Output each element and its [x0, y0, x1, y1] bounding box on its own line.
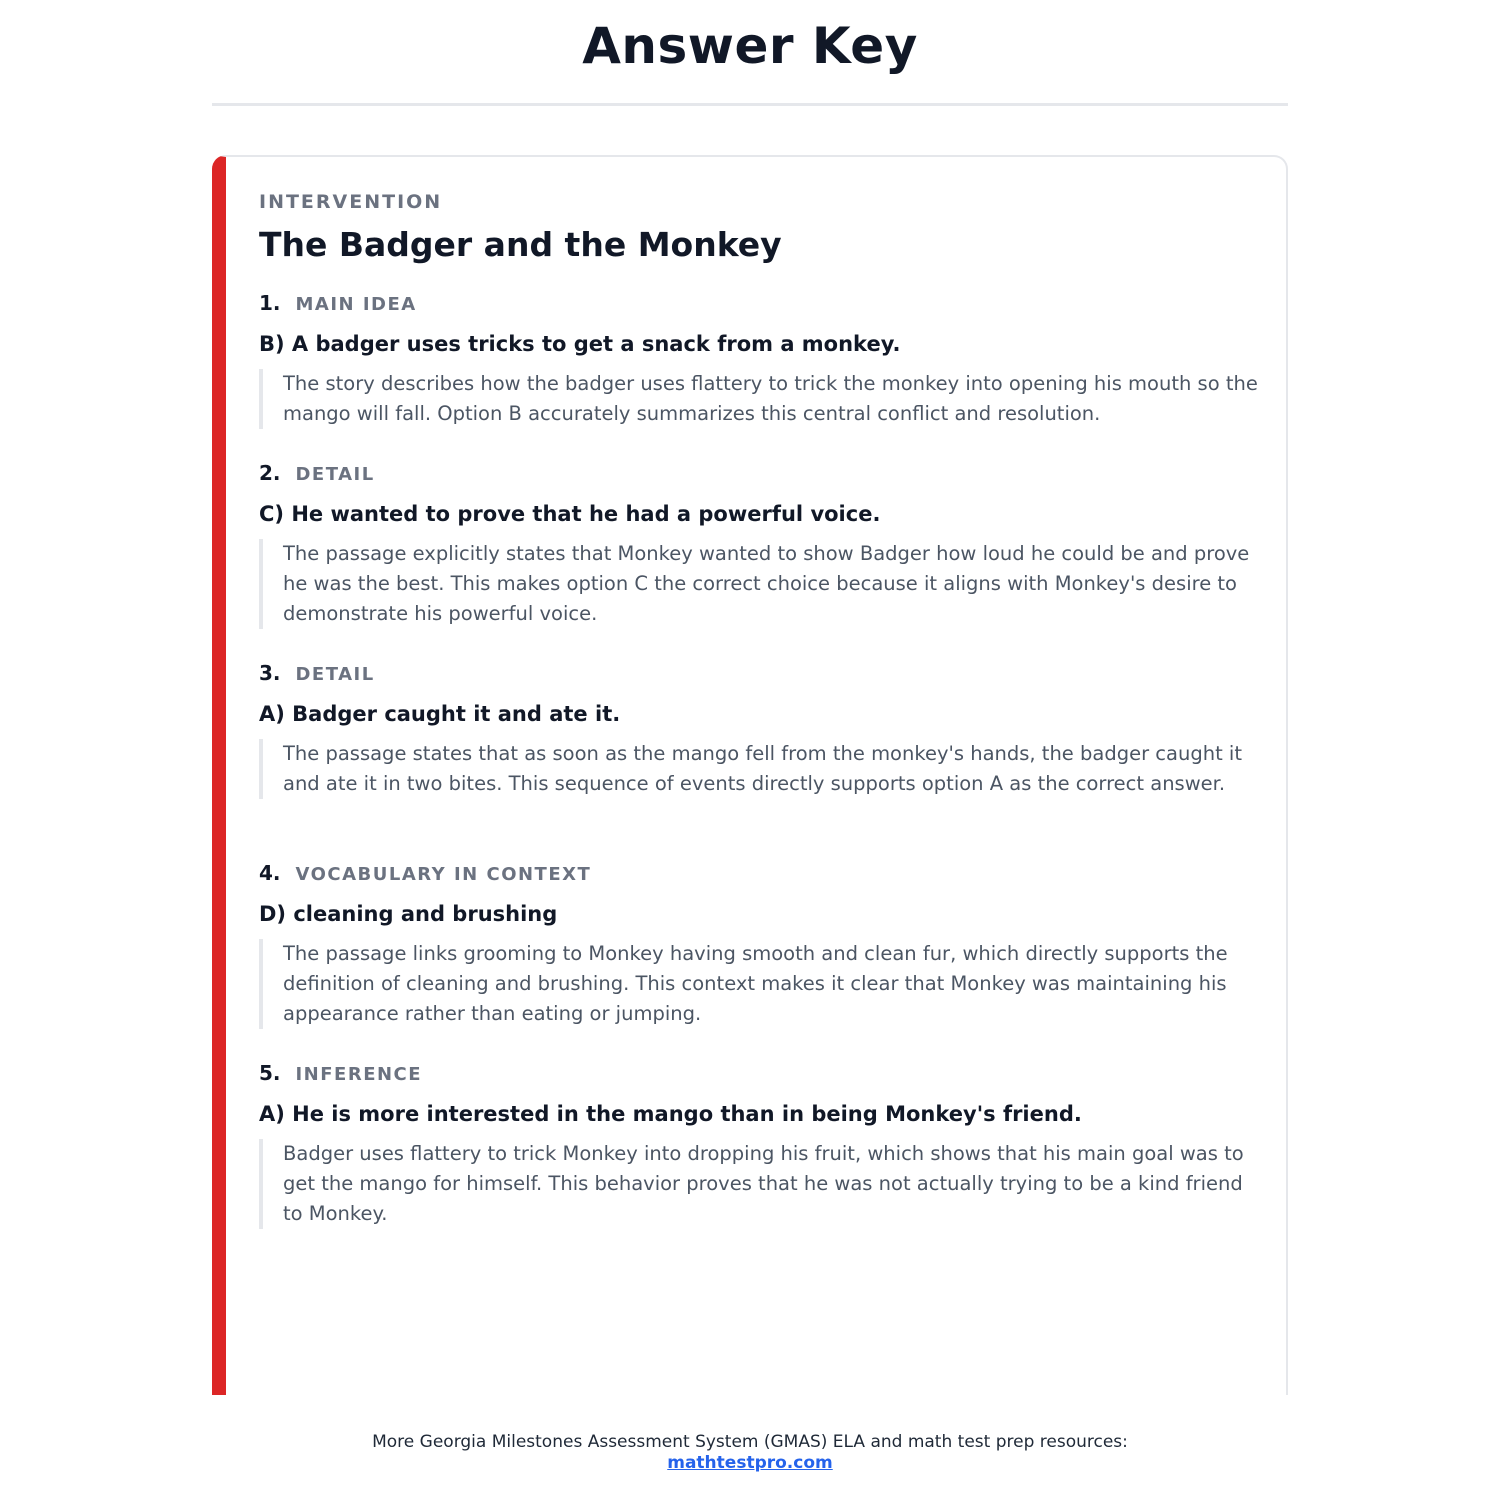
question-header [259, 461, 1259, 487]
question-category: INFERENCE [295, 1064, 423, 1085]
question-number: 2. [259, 461, 281, 485]
question-header [259, 291, 1259, 317]
footer-link[interactable]: mathtestpro.com [667, 1453, 833, 1473]
question-header [259, 861, 1259, 887]
footer-text: More Georgia Milestones Assessment System (GMAS) ELA and math test prep resources: [372, 1432, 1128, 1452]
answer-explanation: The passage links grooming to Monkey having smooth and clean fur, which directly supports the definition of cleaning and brushing. This context makes it clear that Monkey was maintaining his appearance rather than eating or jumping. [259, 939, 1259, 1029]
answer-card [212, 155, 1288, 1395]
correct-answer: B) A badger uses tricks to get a snack from a monkey. [259, 332, 901, 356]
question-category: VOCABULARY IN CONTEXT [295, 864, 592, 885]
answer-explanation: Badger uses flattery to trick Monkey into dropping his fruit, which shows that his main goal was to get the mango for himself. This behavior proves that he was not actually trying to be a kind friend to Monkey. [259, 1139, 1259, 1229]
story-title: The Badger and the Monkey [259, 225, 782, 264]
title-divider [212, 103, 1288, 106]
section-label: INTERVENTION [259, 191, 443, 213]
answer-explanation: The passage explicitly states that Monkey wanted to show Badger how loud he could be and prove he was the best. This makes option C the correct choice because it aligns with Monkey's desire to demonstrate his powerful voice. [259, 539, 1259, 629]
answer-explanation: The passage states that as soon as the mango fell from the monkey's hands, the badger caught it and ate it in two bites. This sequence of events directly supports option A as the correct answer. [259, 739, 1259, 799]
question-item [259, 661, 1259, 799]
question-number: 4. [259, 861, 281, 885]
question-number: 3. [259, 661, 281, 685]
question-number: 5. [259, 1061, 281, 1085]
question-item [259, 461, 1259, 629]
card-content [259, 191, 1259, 267]
page-title: Answer Key [582, 17, 918, 75]
question-header [259, 1061, 1259, 1087]
answer-explanation: The story describes how the badger uses flattery to trick the monkey into opening his mouth so the mango will fall. Option B accurately summarizes this central conflict and resolution. [259, 369, 1259, 429]
question-category: DETAIL [295, 464, 375, 485]
correct-answer: D) cleaning and brushing [259, 902, 558, 926]
question-item [259, 861, 1259, 1029]
question-header [259, 661, 1259, 687]
footer [0, 1432, 1500, 1474]
question-item [259, 1061, 1259, 1229]
question-category: DETAIL [295, 664, 375, 685]
question-number: 1. [259, 291, 281, 315]
question-category: MAIN IDEA [295, 294, 417, 315]
correct-answer: C) He wanted to prove that he had a powerful voice. [259, 502, 881, 526]
correct-answer: A) Badger caught it and ate it. [259, 702, 621, 726]
correct-answer: A) He is more interested in the mango than in being Monkey's friend. [259, 1102, 1082, 1126]
question-item [259, 291, 1259, 429]
